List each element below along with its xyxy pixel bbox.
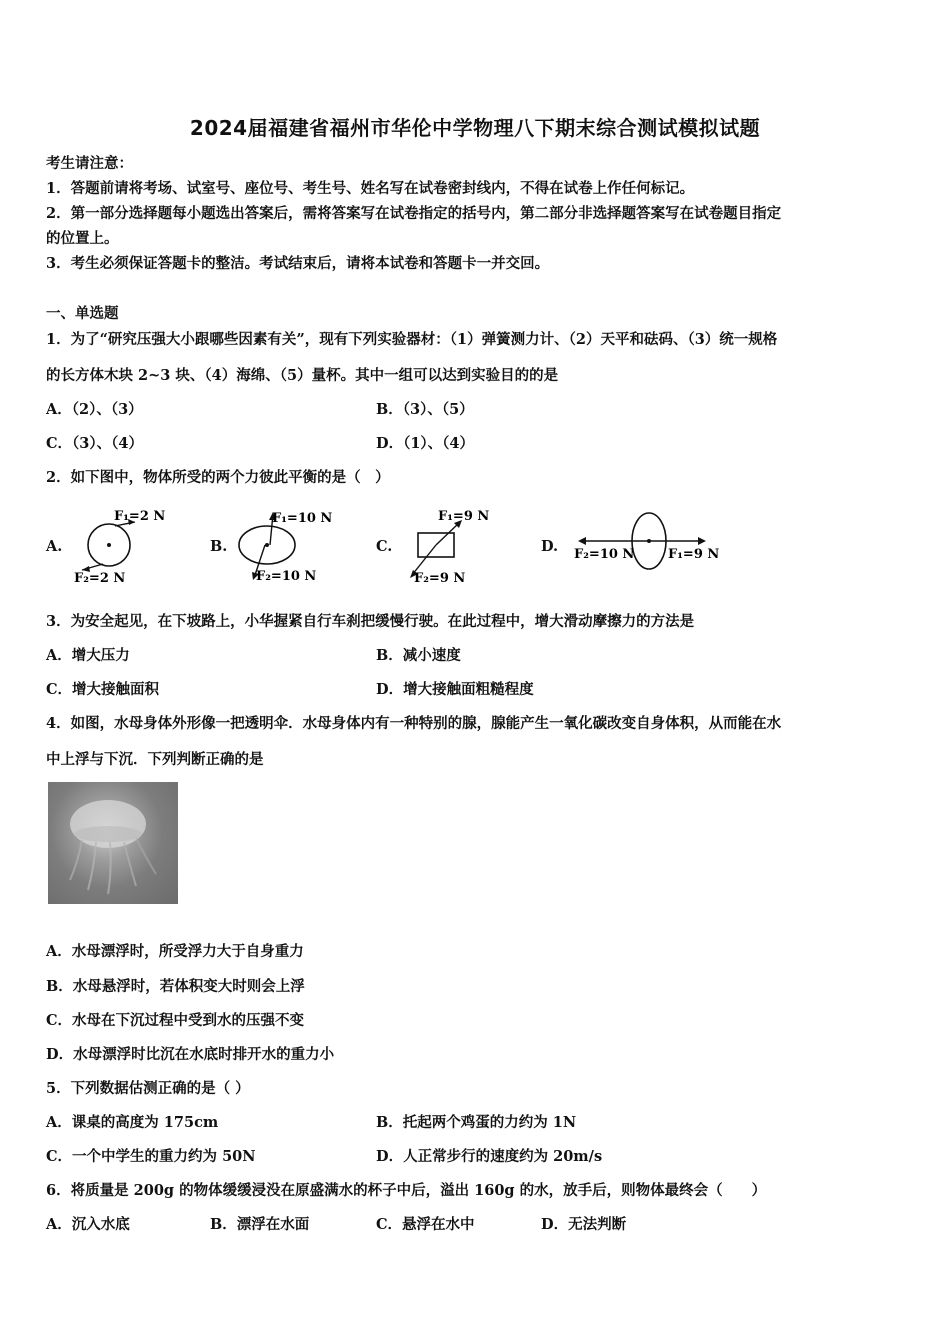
force-diagram-d [570, 500, 730, 590]
q2-option-d: D. [541, 538, 559, 555]
q2-option-c: C. [376, 538, 393, 555]
force-diagram-b [232, 500, 332, 590]
question-3-stem: 3．为安全起见，在下坡路上，小华握紧自行车刹把缓慢行驶。在此过程中，增大滑动摩擦力的方法是 [46, 613, 695, 630]
question-6-stem: 6．将质量是 200g 的物体缓缓浸没在原盛满水的杯子中后，溢出 160g 的水，放手后，则物体最终会（ ） [46, 1182, 767, 1199]
question-4-stem: 4．如图，水母身体外形像一把透明伞．水母身体内有一种特别的腺，腺能产生一氧化碳改变自身体积，从而能在水 [46, 715, 782, 732]
q3-option-a: A．增大压力 [46, 647, 130, 664]
q6-option-a: A．沉入水底 [46, 1216, 130, 1233]
q5-option-b: B．托起两个鸡蛋的力约为 1N [376, 1114, 577, 1131]
q4-option-d: D．水母漂浮时比沉在水底时排开水的重力小 [46, 1046, 335, 1063]
force-diagram-a [70, 500, 170, 590]
question-1-stem-cont: 的长方体木块 2~3 块、（4）海绵、（5）量杯。其中一组可以达到实验目的的是 [46, 367, 559, 384]
q6-option-c: C．悬浮在水中 [376, 1216, 475, 1233]
force-label: F₁=9 N [668, 547, 720, 562]
q5-option-d: D．人正常步行的速度约为 20m/s [376, 1148, 603, 1165]
q3-option-d: D．增大接触面粗糙程度 [376, 681, 534, 698]
notice-item: 3．考生必须保证答题卡的整洁。考试结束后，请将本试卷和答题卡一并交回。 [46, 255, 550, 272]
q3-option-b: B．减小速度 [376, 647, 461, 664]
q1-option-d: D．（1）、（4） [376, 435, 475, 452]
question-5-stem: 5．下列数据估测正确的是（ ） [46, 1080, 250, 1097]
force-diagram-c [400, 500, 510, 590]
q2-option-b: B. [210, 538, 228, 555]
force-label: F₂=9 N [414, 571, 466, 586]
question-1-stem: 1．为了“研究压强大小跟哪些因素有关”，现有下列实验器材：（1）弹簧测力计、（2）天平和砝码、（3）统一规格 [46, 331, 778, 348]
q1-option-b: B．（3）、（5） [376, 401, 474, 418]
force-label: F₁=10 N [272, 511, 332, 526]
jellyfish-photo [48, 782, 178, 904]
q6-option-d: D．无法判断 [541, 1216, 627, 1233]
q1-option-c: C．（3）、（4） [46, 435, 143, 452]
force-label: F₁=2 N [114, 509, 166, 524]
force-label: F₂=10 N [574, 547, 635, 562]
q2-option-a: A. [46, 538, 63, 555]
notice-item: 2．第一部分选择题每小题选出答案后，需将答案写在试卷指定的括号内，第二部分非选择题答案写在试卷题目指定 [46, 205, 782, 222]
force-label: F₂=10 N [256, 569, 317, 584]
q5-option-a: A．课桌的高度为 175cm [46, 1114, 219, 1131]
q4-option-a: A．水母漂浮时，所受浮力大于自身重力 [46, 943, 304, 960]
force-label: F₁=9 N [438, 509, 490, 524]
section-heading: 一、单选题 [46, 305, 119, 322]
question-2-stem: 2．如下图中，物体所受的两个力彼此平衡的是（ ） [46, 469, 390, 486]
force-label: F₂=2 N [74, 571, 126, 586]
notice-item: 的位置上。 [46, 230, 119, 247]
q6-option-b: B．漂浮在水面 [210, 1216, 310, 1233]
q5-option-c: C．一个中学生的重力约为 50N [46, 1148, 256, 1165]
q4-option-b: B．水母悬浮时，若体积变大时则会上浮 [46, 978, 305, 995]
q4-option-c: C．水母在下沉过程中受到水的压强不变 [46, 1012, 305, 1029]
question-4-stem-cont: 中上浮与下沉．下列判断正确的是 [46, 751, 264, 768]
notice-item: 1．答题前请将考场、试室号、座位号、考生号、姓名写在试卷密封线内，不得在试卷上作任何标记。 [46, 180, 695, 197]
q3-option-c: C．增大接触面积 [46, 681, 160, 698]
notice-heading: 考生请注意： [46, 155, 133, 172]
q1-option-a: A．（2）、（3） [46, 401, 143, 418]
page-title: 2024届福建省福州市华伦中学物理八下期末综合测试模拟试题 [189, 116, 761, 140]
